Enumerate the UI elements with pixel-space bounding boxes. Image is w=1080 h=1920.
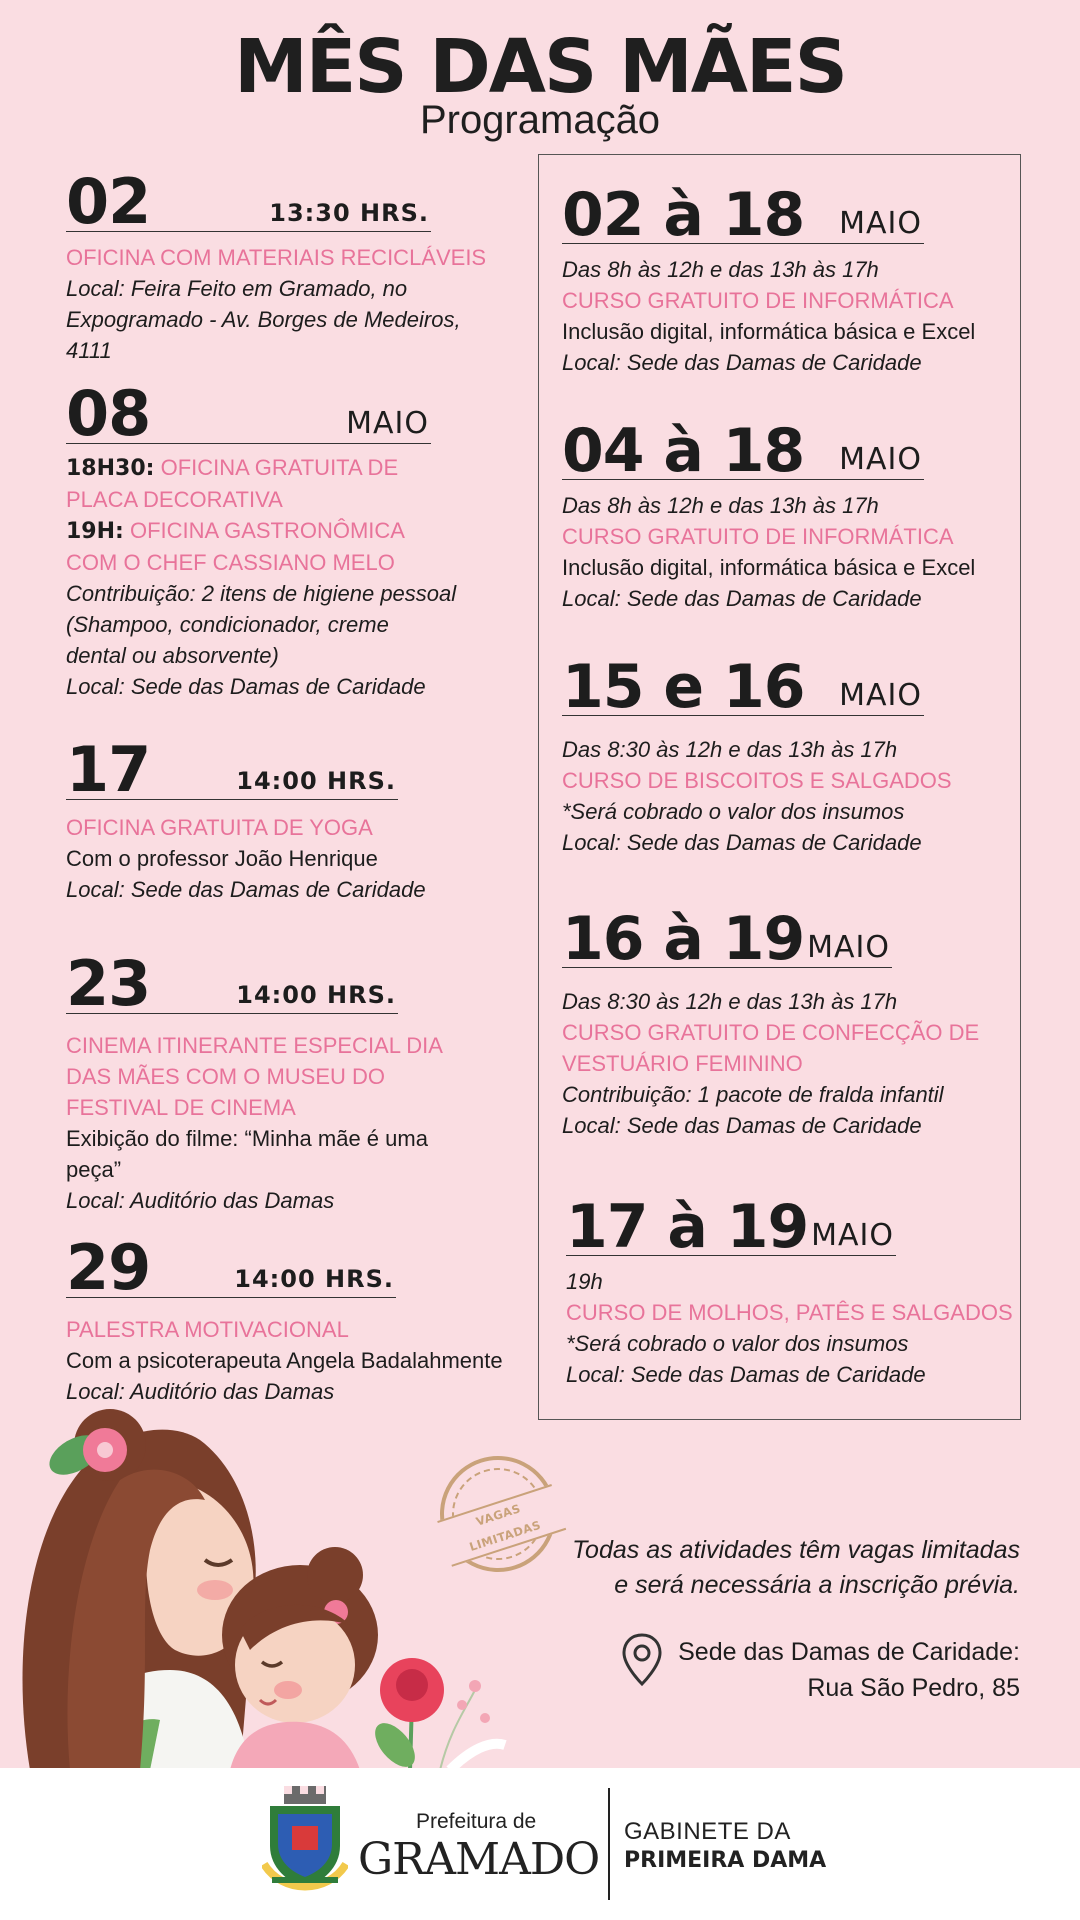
event-header xyxy=(562,168,924,250)
event-location: Local: Auditório das Damas xyxy=(66,1188,335,1213)
event-header xyxy=(66,156,431,238)
event-detail: Com o professor João Henrique xyxy=(66,846,378,871)
event-activity: FESTIVAL DE CINEMA xyxy=(66,1095,296,1120)
event-detail: Inclusão digital, informática básica e Excel xyxy=(562,319,976,344)
event-card xyxy=(66,1222,503,1407)
event-card xyxy=(66,156,487,366)
event-hours: 19h xyxy=(566,1269,603,1294)
event-location: 4111 xyxy=(66,338,112,363)
event-location: Local: Sede das Damas de Caridade xyxy=(66,877,426,902)
event-card xyxy=(562,640,952,858)
event-location: Local: Sede das Damas de Caridade xyxy=(566,1362,926,1387)
event-card xyxy=(562,404,976,614)
event-hours: Das 8h às 12h e das 13h às 17h xyxy=(562,493,879,518)
event-contribution: Contribuição: 2 itens de higiene pessoal xyxy=(66,581,457,606)
event-day: 17 xyxy=(66,733,151,806)
event-activity: CINEMA ITINERANTE ESPECIAL DIA xyxy=(66,1033,443,1058)
address xyxy=(678,1634,1020,1706)
event-activity: OFICINA GASTRONÔMICA xyxy=(129,518,405,543)
event-item-time: 18H30: xyxy=(66,456,155,481)
event-detail: Inclusão digital, informática básica e Excel xyxy=(562,555,976,580)
event-month: MAIO xyxy=(839,678,922,713)
gramado-coat-of-arms-icon xyxy=(262,1784,348,1900)
event-location: Local: Sede das Damas de Caridade xyxy=(562,586,922,611)
event-month: MAIO xyxy=(839,442,922,477)
page-title: MÊS DAS MÃES xyxy=(234,24,846,110)
office-line-1: GABINETE DA xyxy=(624,1818,791,1845)
event-location: Local: Sede das Damas de Caridade xyxy=(562,350,922,375)
event-header xyxy=(566,1180,896,1262)
notice-line: Todas as atividades têm vagas limitadas xyxy=(572,1536,1020,1564)
event-time: 14:00 HRS. xyxy=(236,981,396,1009)
rose-bouquet xyxy=(368,1658,505,1770)
event-time: 13:30 HRS. xyxy=(269,199,429,227)
page-subtitle: Programação xyxy=(419,98,661,142)
event-location: Local: Feira Feito em Gramado, no xyxy=(66,276,408,301)
event-days: 15 e 16 xyxy=(562,652,805,722)
event-location: Local: Auditório das Damas xyxy=(66,1379,335,1404)
event-item-time: 19H: xyxy=(66,519,124,544)
event-location: Local: Sede das Damas de Caridade xyxy=(562,830,922,855)
event-contribution: Contribuição: 1 pacote de fralda infantil xyxy=(562,1082,944,1107)
office-line-2: PRIMEIRA DAMA xyxy=(624,1848,827,1873)
event-card xyxy=(562,892,980,1141)
event-card xyxy=(66,368,457,702)
event-days: 02 à 18 xyxy=(562,180,805,250)
event-activity: VESTUÁRIO FEMININO xyxy=(562,1051,803,1076)
footer xyxy=(0,1768,1080,1920)
event-days: 17 à 19 xyxy=(566,1192,809,1262)
event-hours: Das 8h às 12h e das 13h às 17h xyxy=(562,257,879,282)
city-name: GRAMADO xyxy=(358,1834,600,1885)
event-time: 14:00 HRS. xyxy=(236,767,396,795)
location-pin-icon xyxy=(620,1632,664,1688)
event-header xyxy=(562,892,892,974)
event-day: 23 xyxy=(66,947,151,1020)
event-card xyxy=(562,168,976,378)
mother-daughter-illustration xyxy=(0,1400,520,1770)
address-line: Rua São Pedro, 85 xyxy=(807,1674,1020,1702)
stamp-text: VAGAS LIMITADAS xyxy=(437,1484,566,1567)
event-header xyxy=(562,404,924,486)
event-activity: COM O CHEF CASSIANO MELO xyxy=(66,550,395,575)
event-month: MAIO xyxy=(839,206,922,241)
event-days: 16 à 19 xyxy=(562,904,805,974)
event-detail: *Será cobrado o valor dos insumos xyxy=(566,1331,909,1356)
event-activity: CURSO GRATUITO DE INFORMÁTICA xyxy=(562,524,954,549)
event-location: Expogramado - Av. Borges de Medeiros, xyxy=(66,307,461,332)
event-activity: OFICINA COM MATERIAIS RECICLÁVEIS xyxy=(66,245,487,270)
event-month: MAIO xyxy=(807,930,890,965)
footer-divider xyxy=(608,1788,610,1900)
notice-line: e será necessária a inscrição prévia. xyxy=(614,1571,1020,1599)
event-activity: DAS MÃES COM O MUSEU DO xyxy=(66,1064,386,1089)
event-contribution: dental ou absorvente) xyxy=(66,643,279,668)
event-header xyxy=(66,938,398,1020)
event-card xyxy=(566,1180,1013,1390)
event-days: 04 à 18 xyxy=(562,416,805,486)
event-activity: OFICINA GRATUITA DE xyxy=(160,455,399,480)
event-activity: OFICINA GRATUITA DE YOGA xyxy=(66,815,373,840)
event-header xyxy=(66,1222,396,1304)
event-time: 14:00 HRS. xyxy=(234,1265,394,1293)
event-detail: Com a psicoterapeuta Angela Badalahmente xyxy=(66,1348,503,1373)
event-detail: peça” xyxy=(66,1157,122,1182)
event-location: Local: Sede das Damas de Caridade xyxy=(562,1113,922,1138)
event-activity: PALESTRA MOTIVACIONAL xyxy=(66,1317,349,1342)
event-header xyxy=(66,724,398,806)
notice xyxy=(572,1533,1020,1603)
event-activity: CURSO GRATUITO DE INFORMÁTICA xyxy=(562,288,954,313)
event-contribution: (Shampoo, condicionador, creme xyxy=(66,612,389,637)
event-hours: Das 8:30 às 12h e das 13h às 17h xyxy=(562,737,898,762)
prefeitura-de-label: Prefeitura de xyxy=(416,1810,537,1833)
event-activity: PLACA DECORATIVA xyxy=(66,487,283,512)
event-location: Local: Sede das Damas de Caridade xyxy=(66,674,426,699)
event-activity: CURSO DE MOLHOS, PATÊS E SALGADOS xyxy=(566,1300,1013,1325)
event-activity: CURSO GRATUITO DE CONFECÇÃO DE xyxy=(562,1020,980,1045)
event-header xyxy=(66,368,431,450)
event-header xyxy=(562,640,924,722)
address-line: Sede das Damas de Caridade: xyxy=(678,1638,1020,1666)
event-detail: Exibição do filme: “Minha mãe é uma xyxy=(66,1126,428,1151)
event-month: MAIO xyxy=(346,406,429,441)
event-card xyxy=(66,938,443,1216)
event-day: 02 xyxy=(66,165,151,238)
event-detail: *Será cobrado o valor dos insumos xyxy=(562,799,905,824)
event-month: MAIO xyxy=(811,1218,894,1253)
event-day: 08 xyxy=(66,377,151,450)
event-day: 29 xyxy=(66,1231,151,1304)
event-activity: CURSO DE BISCOITOS E SALGADOS xyxy=(562,768,952,793)
event-hours: Das 8:30 às 12h e das 13h às 17h xyxy=(562,989,898,1014)
event-card xyxy=(66,724,426,905)
